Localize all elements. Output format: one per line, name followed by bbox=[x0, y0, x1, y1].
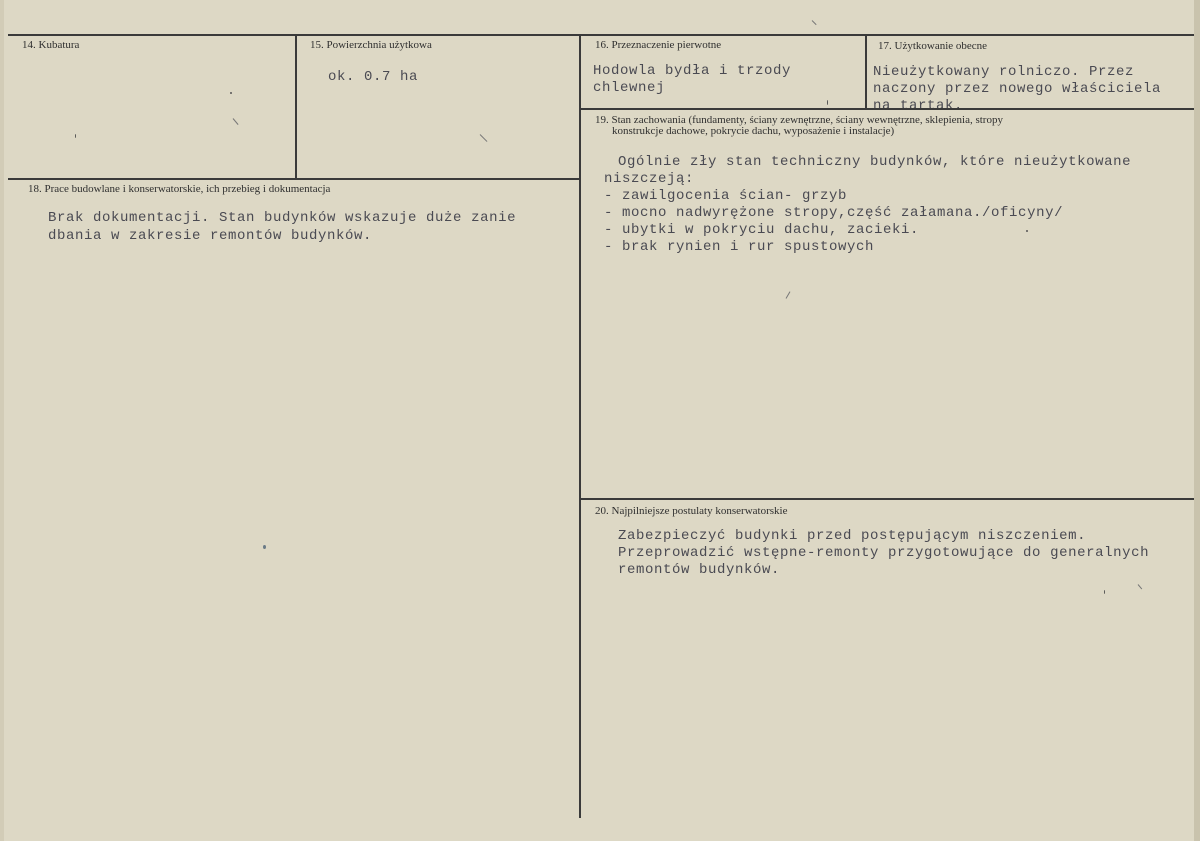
field-17-line-2: naczony przez nowego właściciela bbox=[873, 81, 1162, 97]
field-19-line-1: Ogólnie zły stan techniczny budynków, które nieużytkowane bbox=[618, 154, 1132, 170]
card-right-edge bbox=[1194, 0, 1200, 841]
paper-scratch bbox=[786, 291, 791, 298]
field-16-label: 16. Przeznaczenie pierwotne bbox=[595, 39, 722, 51]
paper-scratch bbox=[812, 20, 817, 25]
field-19-label-line-2: konstrukcje dachowe, pokrycie dachu, wyposażenie i instalacje) bbox=[612, 125, 895, 137]
rule-above-18 bbox=[8, 178, 580, 180]
field-14-label: 14. Kubatura bbox=[22, 39, 80, 51]
paper-speck bbox=[827, 100, 828, 105]
paper-speck bbox=[75, 134, 76, 138]
field-19-line-2: niszczeją: bbox=[604, 171, 695, 187]
field-19-line-5: - ubytki w pokryciu dachu, zacieki. bbox=[604, 222, 920, 238]
paper-scratch bbox=[1138, 584, 1143, 589]
field-19-value-area bbox=[600, 150, 1192, 270]
field-15-value: ok. 0.7 ha bbox=[328, 69, 419, 85]
top-rule bbox=[8, 34, 1194, 36]
field-15-label: 15. Powierzchnia użytkowa bbox=[310, 39, 432, 51]
field-18-line-2: dbania w zakresie remontów budynków. bbox=[48, 228, 373, 244]
field-19-label-line-1: 19. Stan zachowania (fundamenty, ściany zewnętrzne, ściany wewnętrzne, sklepienia, stropy bbox=[595, 114, 1003, 126]
field-19-line-4: - mocno nadwyrężone stropy,część załamana./oficyny/ bbox=[604, 205, 1064, 221]
paper-speck bbox=[230, 92, 232, 94]
divider-14-15 bbox=[295, 34, 297, 178]
paper-speck bbox=[1104, 590, 1105, 594]
field-18-line-1: Brak dokumentacji. Stan budynków wskazuje duże zanie bbox=[48, 210, 517, 226]
divider-16-17 bbox=[865, 34, 867, 108]
field-20-line-1: Zabezpieczyć budynki przed postępującym niszczeniem. bbox=[618, 528, 1087, 544]
field-17-line-1: Nieużytkowany rolniczo. Przez bbox=[873, 64, 1135, 80]
paper-scratch bbox=[480, 134, 488, 142]
card-left-edge bbox=[0, 0, 4, 841]
field-16-line-1: Hodowla bydła i trzody bbox=[593, 63, 792, 79]
field-18-label: 18. Prace budowlane i konserwatorskie, ich przebieg i dokumentacja bbox=[28, 183, 331, 195]
field-20-value-area bbox=[610, 524, 1192, 584]
field-19-line-6: - brak rynien i rur spustowych bbox=[604, 239, 875, 255]
paper-speck bbox=[1026, 230, 1028, 232]
field-17-value-area bbox=[870, 60, 1192, 108]
field-20-label: 20. Najpilniejsze postulaty konserwatorskie bbox=[595, 505, 788, 517]
paper-speck bbox=[263, 545, 266, 549]
paper-scratch bbox=[233, 118, 239, 125]
field-16-line-2: chlewnej bbox=[593, 80, 666, 96]
field-17-line-3: na tartak. bbox=[873, 98, 964, 108]
rule-below-16-17 bbox=[580, 108, 1194, 110]
rule-above-20 bbox=[580, 498, 1194, 500]
field-20-line-2: Przeprowadzić wstępne-remonty przygotowujące do generalnych bbox=[618, 545, 1150, 561]
field-17-label: 17. Użytkowanie obecne bbox=[878, 40, 988, 52]
field-19-line-3: - zawilgocenia ścian- grzyb bbox=[604, 188, 848, 204]
main-column-divider bbox=[579, 34, 581, 818]
field-20-line-3: remontów budynków. bbox=[618, 562, 781, 578]
